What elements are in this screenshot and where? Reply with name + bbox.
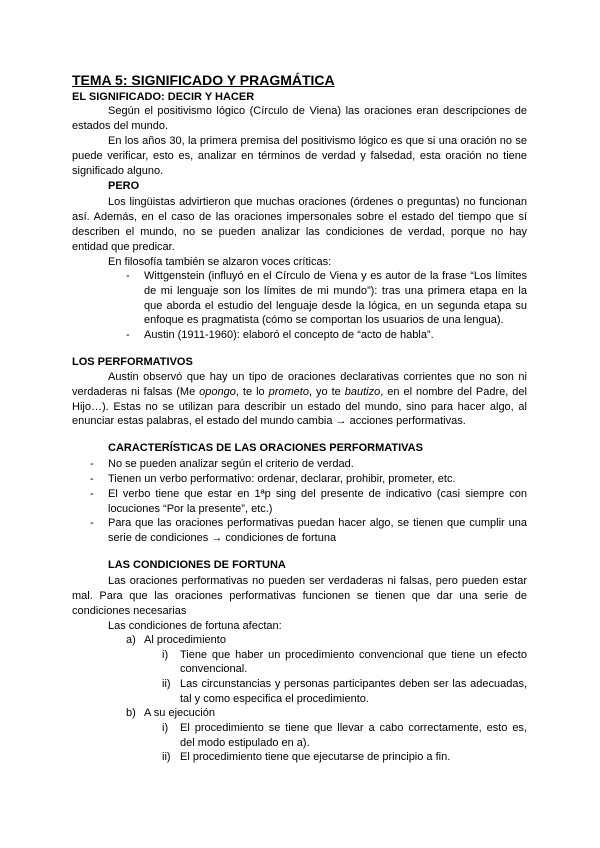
bullet-marker: - [90,517,94,529]
paragraph-line: enunciar estas palabras, el estado del mundo cambia → acciones performativas. [72,415,466,427]
list-item: serie de condiciones → condiciones de fortuna [108,532,337,544]
paragraph-line: entidad que predicar. [72,241,175,253]
bullet-marker: - [90,473,94,485]
paragraph-line: Hijo…). Estas no se utilizan para describir un estado del mundo, sino para hacer algo, al [72,401,527,413]
paragraph-line: estados del mundo. [72,120,169,132]
paragraph-line: En filosofía también se alzaron voces críticas: [108,256,332,268]
list-item: A su ejecución [144,707,215,719]
sublist-marker: ii) [162,751,171,763]
text-run: , en el nombre del Padre, del [380,386,527,398]
paragraph-line: describen el mundo, no se pueden analizar las condiciones de verdad, porque no hay [72,226,527,238]
paragraph-line: Austin observó que hay un tipo de oraciones declarativas corrientes que no son ni [108,371,527,383]
bullet-line: que aborda el estudio del lenguaje desde la lógica, en un segunda etapa su [144,300,527,312]
list-item: locuciones “Por la presente”, etc.) [108,503,273,515]
bullet-line: Wittgenstein (influyó en el Círculo de Viena y es autor de la frase “Los límites [144,270,527,282]
section-heading-performativos: LOS PERFORMATIVOS [72,356,193,368]
paragraph-line: Según el positivismo lógico (Círculo de Viena) las oraciones eran descripciones de [108,105,527,117]
text-run: , te lo [235,386,269,398]
paragraph-line: En los años 30, la primera premisa del positivismo lógico es que si una oración no se [108,135,527,147]
sublist-line: Tiene que haber un procedimiento convencional que tiene un efecto [180,649,527,661]
sublist-line: tal y como especifica el procedimiento. [180,693,369,705]
section-heading-caracteristicas: CARACTERÍSTICAS DE LAS ORACIONES PERFORMATIVAS [108,442,423,454]
page-title: TEMA 5: SIGNIFICADO Y PRAGMÁTICA [72,72,335,88]
italic-example: bautizo [344,386,381,398]
bullet-marker: - [90,458,94,470]
italic-example: opongo [199,386,236,398]
list-item: No se pueden analizar según el criterio de verdad. [108,458,354,470]
paragraph-line: Las condiciones de fortuna afectan: [108,620,282,632]
bullet-marker: - [90,488,94,500]
sublist-line: El procedimiento tiene que ejecutarse de principio a fin. [180,751,451,763]
paragraph-line: mal. Para que las oraciones performativas funcionen se tienen que dar una serie de [72,590,527,602]
italic-example: prometo [268,386,309,398]
paragraph-line: condiciones necesarias [72,605,187,617]
sublist-line: convencional. [180,663,248,675]
text-run: , yo te [308,386,345,398]
list-item: El verbo tiene que estar en 1ªp sing del presente de indicativo (casi siempre con [108,488,527,500]
paragraph-line-examples [72,386,527,399]
list-item: Al procedimiento [144,634,226,646]
bullet-marker: - [126,329,130,341]
sublist-line: del modo estipulado en a). [180,737,310,749]
paragraph-line: Los lingüistas advirtieron que muchas oraciones (órdenes o preguntas) no funcionan [108,196,527,208]
pero-label: PERO [108,180,140,192]
sublist-line: Las circunstancias y personas participantes deben ser las adecuadas, [180,678,527,690]
list-item: Para que las oraciones performativas puedan hacer algo, se tienen que cumplir una [108,517,527,529]
bullet-line: Austin (1911-1960): elaboró el concepto de “acto de habla”. [144,329,434,341]
list-marker: a) [126,634,136,646]
section-heading-condiciones: LAS CONDICIONES DE FORTUNA [108,559,286,571]
list-item: Tienen un verbo performativo: ordenar, declarar, prohibir, prometer, etc. [108,473,456,485]
text-run: verdaderas ni falsas (Me [72,386,200,398]
bullet-line: enfoque es pragmatista (cómo se comportan los usuarios de una lengua). [144,314,504,326]
paragraph-line: así. Además, en el caso de las oraciones impersonales sobre el estado del tiempo que sí [72,211,527,223]
section-heading-significado: EL SIGNIFICADO: DECIR Y HACER [72,91,255,103]
sublist-marker: i) [162,722,169,734]
paragraph-line: significado alguno. [72,165,164,177]
list-marker: b) [126,707,136,719]
sublist-marker: ii) [162,678,171,690]
paragraph-line: puede verificar, esto es, analizar en términos de verdad y falsedad, esta oración no tiene [72,150,527,162]
bullet-line: de mi lenguaje son los límites de mi mundo”): tras una primera etapa en la [144,285,527,297]
paragraph-line: Las oraciones performativas no pueden ser verdaderas ni falsas, pero pueden estar [108,575,527,587]
bullet-marker: - [126,270,130,282]
sublist-marker: i) [162,649,169,661]
sublist-line: El procedimiento se tiene que llevar a cabo correctamente, esto es, [180,722,527,734]
